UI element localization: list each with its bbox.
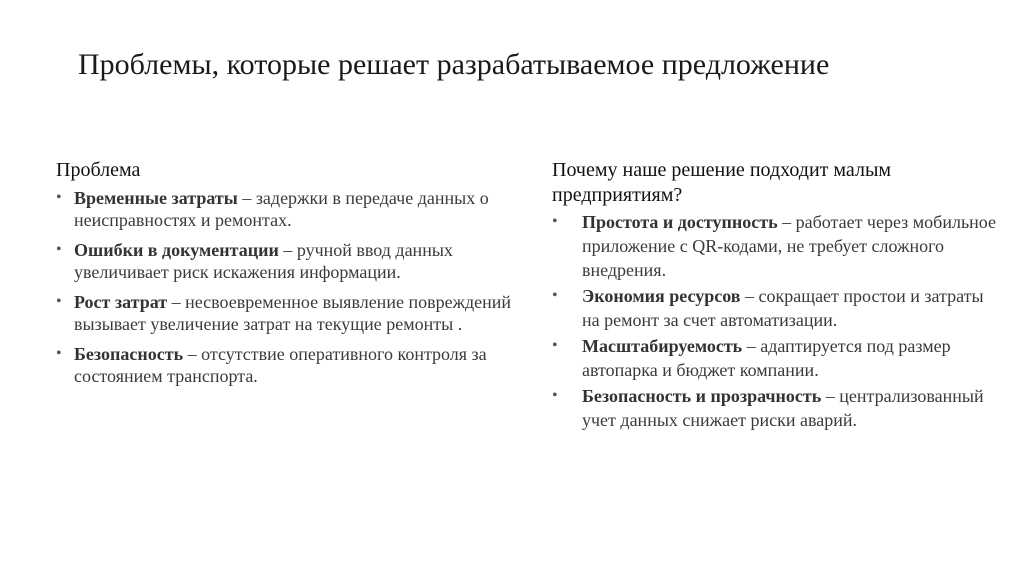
- solution-column: [552, 158, 1002, 434]
- bullet-icon: •: [552, 213, 558, 230]
- problem-item-time-costs: [56, 187, 516, 231]
- problem-term: Временные затраты: [74, 188, 238, 208]
- problem-term: Рост затрат: [74, 292, 168, 312]
- solution-list: [552, 210, 1002, 432]
- solution-term: Безопасность и прозрачность: [582, 386, 822, 406]
- problem-description: – задержки в передаче данных о неисправностях и ремонтах.: [74, 188, 489, 230]
- solution-description: – централизованный учет данных снижает риски аварий.: [582, 386, 984, 430]
- bullet-icon: •: [552, 287, 558, 304]
- problems-heading: Проблема: [56, 159, 141, 181]
- bullet-icon: •: [552, 387, 558, 404]
- problem-description: – отсутствие оперативного контроля за состоянием транспорта.: [74, 344, 487, 386]
- solution-description: – адаптируется под размер автопарка и бюджет компании.: [582, 336, 951, 380]
- solution-item-simplicity: [552, 210, 1002, 282]
- solution-item-transparency: [552, 384, 1002, 432]
- problem-description: – несвоевременное выявление повреждений вызывает увеличение затрат на текущие ремонты .: [74, 292, 512, 334]
- slide-title: Проблемы, которые решает разрабатываемое предложение: [78, 48, 830, 81]
- bullet-icon: •: [56, 345, 62, 362]
- problems-list: [56, 187, 516, 387]
- problems-column: [56, 158, 516, 395]
- problem-description: – ручной ввод данных увеличивает риск искажения информации.: [74, 240, 453, 282]
- problem-item-safety: [56, 343, 516, 387]
- solution-item-scalability: [552, 334, 1002, 382]
- solution-term: Экономия ресурсов: [582, 286, 741, 306]
- solution-term: Простота и доступность: [582, 212, 778, 232]
- solution-description: – работает через мобильное приложение с QR-кодами, не требует сложного внедрения.: [582, 212, 997, 280]
- problem-term: Безопасность: [74, 344, 184, 364]
- bullet-icon: •: [56, 241, 62, 258]
- problem-term: Ошибки в документации: [74, 240, 279, 260]
- solution-term: Масштабируемость: [582, 336, 743, 356]
- solution-description: – сокращает простои и затраты на ремонт за счет автоматизации.: [582, 286, 984, 330]
- solution-heading: Почему наше решение подходит малым предприятиям?: [552, 159, 892, 206]
- bullet-icon: •: [56, 293, 62, 310]
- bullet-icon: •: [56, 189, 62, 206]
- solution-item-resource-saving: [552, 284, 1002, 332]
- problem-item-cost-growth: [56, 291, 516, 335]
- bullet-icon: •: [552, 337, 558, 354]
- problem-item-documentation-errors: [56, 239, 516, 283]
